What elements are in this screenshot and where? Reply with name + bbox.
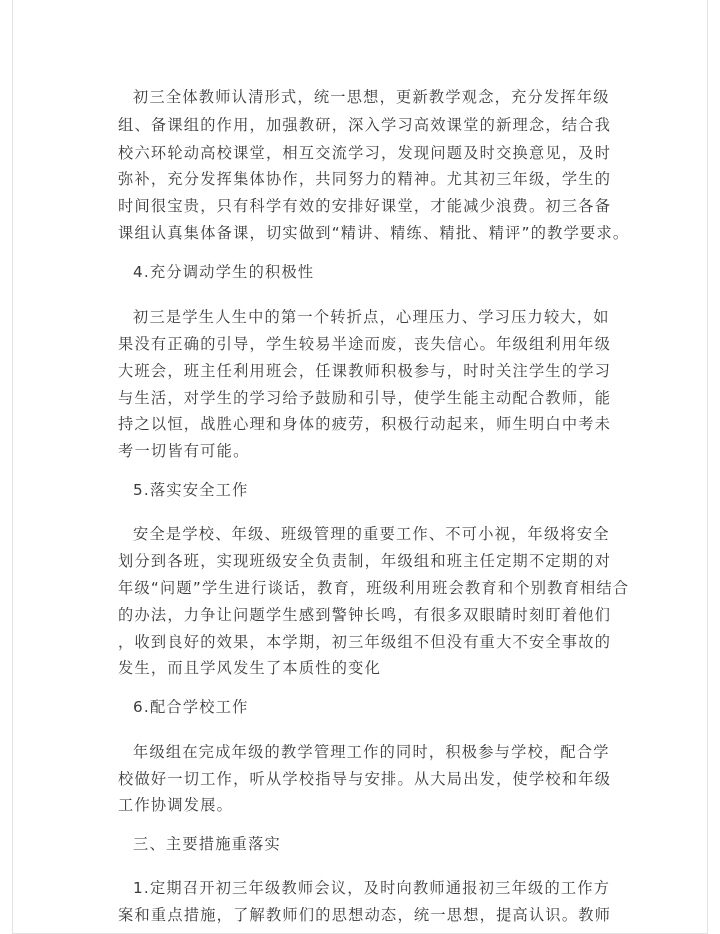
paragraph-line: 初三是学生人生中的第一个转折点，心理压力、学习压力较大，如 bbox=[133, 308, 610, 326]
paragraph-line: 校做好一切工作，听从学校指导与安排。从大局出发，使学校和年级 bbox=[118, 770, 612, 788]
paragraph-line: 工作协调发展。 bbox=[118, 796, 234, 814]
paragraph-line: 课组认真集体备课，切实做到“精讲、精练、精批、精评”的教学要求。 bbox=[118, 224, 630, 242]
paragraph-line: 初三全体教师认清形式，统一思想，更新教学观念，充分发挥年级 bbox=[133, 88, 610, 106]
paragraph-line: 安全是学校、年级、班级管理的重要工作、不可小视，年级将安全 bbox=[133, 525, 610, 543]
paragraph-line: 弥补，充分发挥集体协作，共同努力的精神。尤其初三年级，学生的 bbox=[118, 170, 612, 188]
paragraph-line: ，收到良好的效果，本学期，初三年级组不但没有重大不安全事故的 bbox=[118, 633, 612, 651]
section-heading: 4.充分调动学生的积极性 bbox=[133, 263, 315, 281]
paragraph-line: 持之以恒，战胜心理和身体的疲劳，积极行动起来，师生明白中考未 bbox=[118, 415, 612, 433]
paragraph-line: 划分到各班，实现班级安全负责制，年级组和班主任定期不定期的对 bbox=[118, 552, 612, 570]
section-heading: 5.落实安全工作 bbox=[133, 481, 249, 499]
paragraph-line: 大班会，班主任利用班会，任课教师积极参与，时时关注学生的学习 bbox=[118, 362, 612, 380]
paragraph-line: 案和重点措施，了解教师们的思想动态，统一思想，提高认识。教师 bbox=[118, 906, 612, 924]
paragraph-line: 与生活，对学生的学习给予鼓励和引导，使学生能主动配合教师，能 bbox=[118, 389, 612, 407]
paragraph-line: 组、备课组的作用，加强教研，深入学习高效课堂的新理念，结合我 bbox=[118, 116, 612, 134]
paragraph-line: 发生，而且学风发生了本质性的变化 bbox=[118, 659, 381, 677]
paragraph-line: 1.定期召开初三年级教师会议，及时向教师通报初三年级的工作方 bbox=[133, 879, 611, 897]
section-heading: 6.配合学校工作 bbox=[133, 698, 249, 716]
paragraph-line: 时间很宝贵，只有科学有效的安排好课堂，才能减少浪费。初三各备 bbox=[118, 197, 612, 215]
paragraph-line: 年级组在完成年级的教学管理工作的同时，积极参与学校，配合学 bbox=[133, 743, 610, 761]
paragraph-line: 果没有正确的引导，学生较易半途而废，丧失信心。年级组利用年级 bbox=[118, 335, 612, 353]
paragraph-line: 考一切皆有可能。 bbox=[118, 442, 250, 460]
section-heading: 三、主要措施重落实 bbox=[133, 835, 281, 853]
paragraph-line: 年级“问题”学生进行谈话，教育，班级利用班会教育和个别教育相结合 bbox=[118, 579, 630, 597]
paragraph-line: 的办法，力争让问题学生感到警钟长鸣，有很多双眼睛时刻盯着他们 bbox=[118, 606, 612, 624]
paragraph-line: 校六环轮动高校课堂，相互交流学习，发现问题及时交换意见，及时 bbox=[118, 144, 612, 162]
